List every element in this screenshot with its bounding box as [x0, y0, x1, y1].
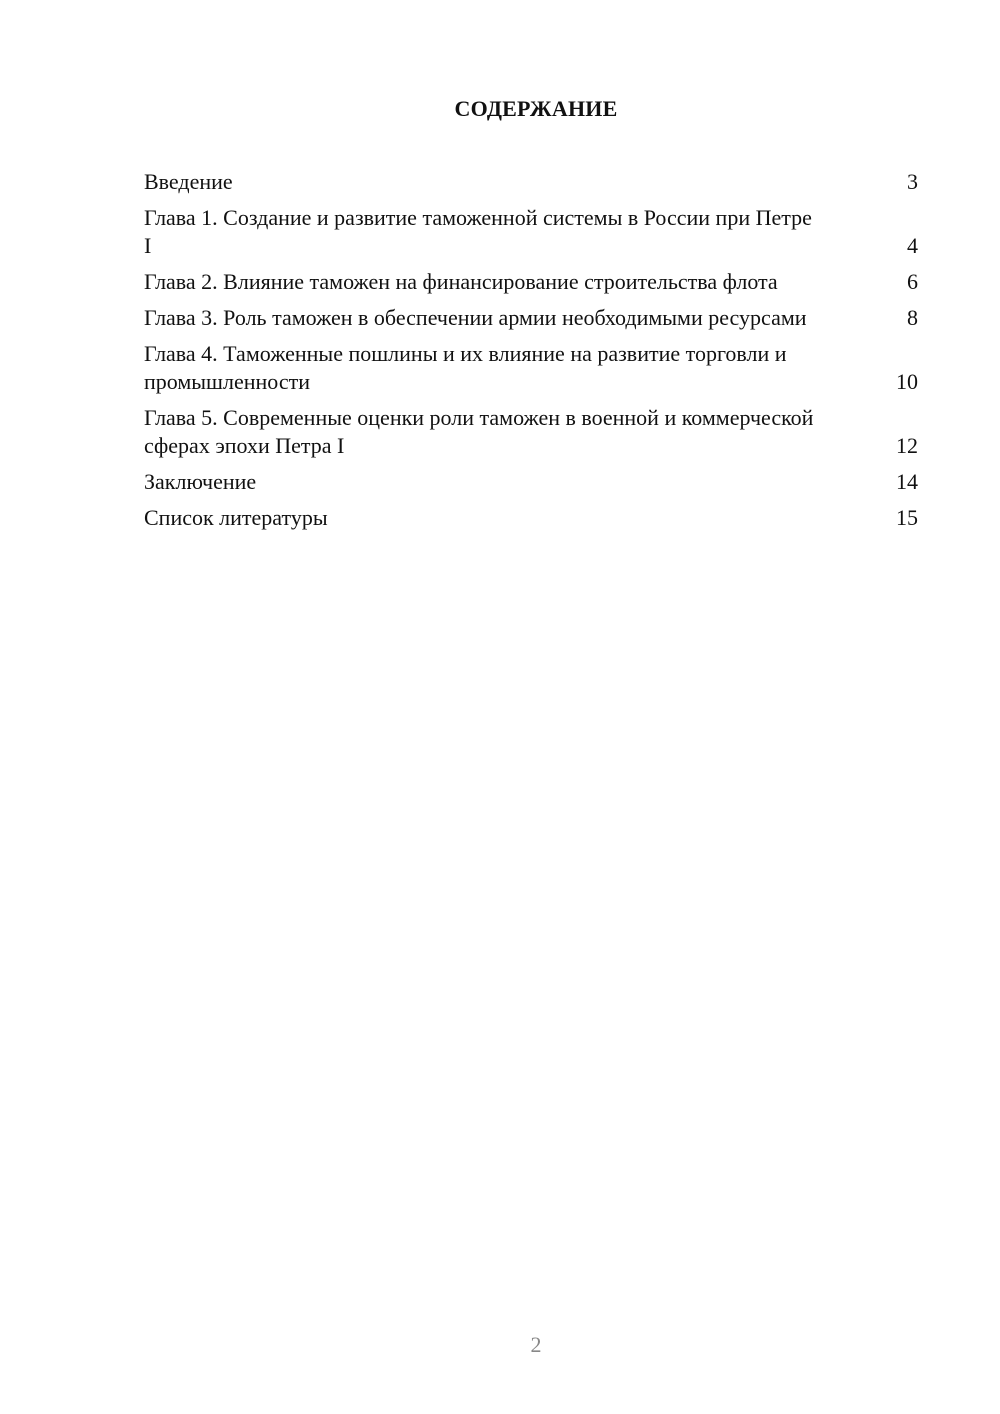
table-of-contents	[144, 168, 918, 540]
toc-entry-label: Заключение	[144, 469, 257, 494]
toc-entry-label: Глава 5. Современные оценки роли таможен в военной и коммерческой сферах эпохи Петра I	[144, 405, 814, 458]
toc-entry-page: 10	[896, 369, 918, 394]
toc-entry-page: 3	[907, 169, 918, 194]
toc-entry-page: 4	[907, 233, 918, 258]
toc-entry-page: 12	[896, 433, 918, 458]
toc-entry-page: 15	[896, 505, 918, 530]
toc-entry-page: 8	[907, 305, 918, 330]
toc-title: СОДЕРЖАНИЕ	[454, 96, 618, 121]
toc-entry-chapter-5	[144, 404, 918, 460]
toc-entry-label: Глава 3. Роль таможен в обеспечении армии необходимыми ресурсами	[144, 305, 807, 330]
page-number: 2	[530, 1332, 542, 1357]
toc-entry-chapter-2	[144, 268, 918, 296]
toc-entry-label: Введение	[144, 169, 233, 194]
toc-entry-page: 14	[896, 469, 918, 494]
toc-entry-bibliography	[144, 504, 918, 532]
toc-entry-chapter-1	[144, 204, 918, 260]
toc-entry-chapter-3	[144, 304, 918, 332]
toc-entry-label: Глава 2. Влияние таможен на финансирование строительства флота	[144, 269, 778, 294]
toc-entry-chapter-4	[144, 340, 918, 396]
toc-entry-introduction	[144, 168, 918, 196]
toc-entry-label: Глава 4. Таможенные пошлины и их влияние на развитие торговли и промышленности	[144, 341, 787, 394]
toc-entry-page: 6	[907, 269, 918, 294]
toc-entry-conclusion	[144, 468, 918, 496]
toc-entry-label: Список литературы	[144, 505, 328, 530]
toc-entry-label: Глава 1. Создание и развитие таможенной системы в России при Петре I	[144, 205, 812, 258]
